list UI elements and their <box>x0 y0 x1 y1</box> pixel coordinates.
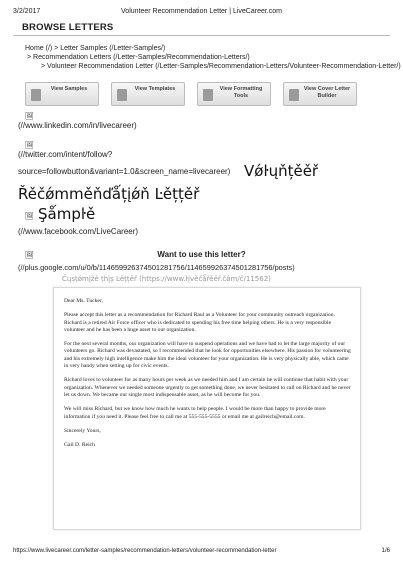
facebook-link[interactable]: (//www.facebook.com/LiveCareer) <box>18 227 139 236</box>
twitter-image-icon: 🖼 <box>25 142 34 149</box>
print-date: 3/2/2017 <box>13 8 41 15</box>
letter-signature: Gail D. Reich <box>64 442 95 449</box>
view-formatting-tools-button[interactable] <box>197 82 271 106</box>
letter-body <box>64 298 352 456</box>
document-icon <box>31 89 41 101</box>
twitter-link-continued[interactable]: source=followbutton&variant=1.0&screen_name=livecareer) <box>18 167 231 176</box>
linkedin-link[interactable]: (//www.linkedin.com/in/livecareer) <box>18 121 137 130</box>
view-templates-button[interactable] <box>111 82 185 106</box>
view-samples-label: View Samples <box>50 86 88 92</box>
header-divider <box>13 35 390 36</box>
view-cover-letter-builder-label: View Cover Letter Builder <box>303 86 351 99</box>
letter-closing: Sincerely Yours, <box>64 427 101 434</box>
breadcrumb <box>25 44 401 71</box>
facebook-image-icon: 🖼 <box>25 213 34 220</box>
linkedin-image-icon: 🖼 <box>25 113 34 120</box>
decorative-title-line1: Vǿŀųňțěěř <box>244 162 319 180</box>
letter-paragraph-1: Please accept this letter as a recommendation for Richard Raul as a Volunteer for your community outreach organization. Richard is a retired Air Force officer who is dedicated to spending his free time helping others. He is a very responsible volunteer and he has been a huge asset to our organization. <box>64 312 335 333</box>
browse-letters-heading: BROWSE LETTERS <box>22 22 114 33</box>
letter-paragraph-3: Richard loves to volunteer for as many hours per week as we needed him and I am certain he will continue that habit with your organization. Whenever we needed someone urgently to get something done, we never hesitated to call on Richard and he never let us down. We became our single most indispensable asset, as he will become for you. <box>64 377 351 398</box>
decorative-title-line2: Řěčǿmměňďǻțįǿň Ŀěțțěř <box>18 185 200 203</box>
print-footer <box>13 548 390 554</box>
letter-salutation: Dear Ms. Tucker, <box>64 298 103 304</box>
document-icon <box>203 89 213 101</box>
letter-paragraph-4: We will miss Richard, but we know how much he wants to help people. I would be more than happy to provide more information if you need it. Please feel free to call me at 555-555-5555 or email me at gailreich@email.com. <box>64 406 326 420</box>
gplus-link[interactable]: (//plus.google.com/u/0/b/114659926374501281756/114659926374501281756/posts) <box>18 263 295 272</box>
gplus-image-icon: 🖼 <box>25 252 34 259</box>
twitter-link[interactable]: (//twitter.com/intent/follow? <box>18 150 113 159</box>
document-icon <box>117 89 127 101</box>
use-letter-heading: Want to use this letter? <box>157 250 246 259</box>
print-title: Volunteer Recommendation Letter | LiveCareer.com <box>121 8 282 15</box>
page-number: 1/6 <box>381 548 390 554</box>
footer-url: https://www.livecareer.com/letter-samples/recommendation-letters/volunteer-recommendation-letter <box>13 548 277 554</box>
view-cover-letter-builder-button[interactable] <box>283 82 357 106</box>
breadcrumb-recommendation-link[interactable]: > Recommendation Letters (/Letter-Samples/Recommendation-Letters/) <box>27 54 250 61</box>
breadcrumb-current[interactable]: > Volunteer Recommendation Letter (/Letter-Samples/Recommendation-Letters/Volunteer-Recommendation-Letter/) <box>41 63 401 70</box>
view-samples-button[interactable] <box>25 82 99 106</box>
letter-sample-preview <box>53 287 361 530</box>
breadcrumb-home-link[interactable]: Home (/) > Letter Samples (/Letter-Samples/) <box>25 45 166 52</box>
view-formatting-tools-label: View Formatting Tools <box>219 86 263 99</box>
customize-letter-link[interactable]: Čųșțǿmįžě țhįș Ŀěțțěř (https://www.ŀįvěčǻřěěř.čǿm/č/11562) <box>62 275 271 283</box>
view-templates-label: View Templates <box>134 86 176 92</box>
letter-paragraph-2: For the next several months, our organization will have to suspend operations and we have had to let the large majority of our volunteers go. Richard was devastated, so I recommended that he look for opportunities elsewhere. His passion for volunteering and his extremely high intelligence make him the ideal volunteer for your organization. He is very physically able, which came in very handy when setting up for civic events. <box>64 341 351 370</box>
decorative-title-line3: Şǻmpŀě <box>38 205 96 223</box>
document-icon <box>289 89 299 101</box>
